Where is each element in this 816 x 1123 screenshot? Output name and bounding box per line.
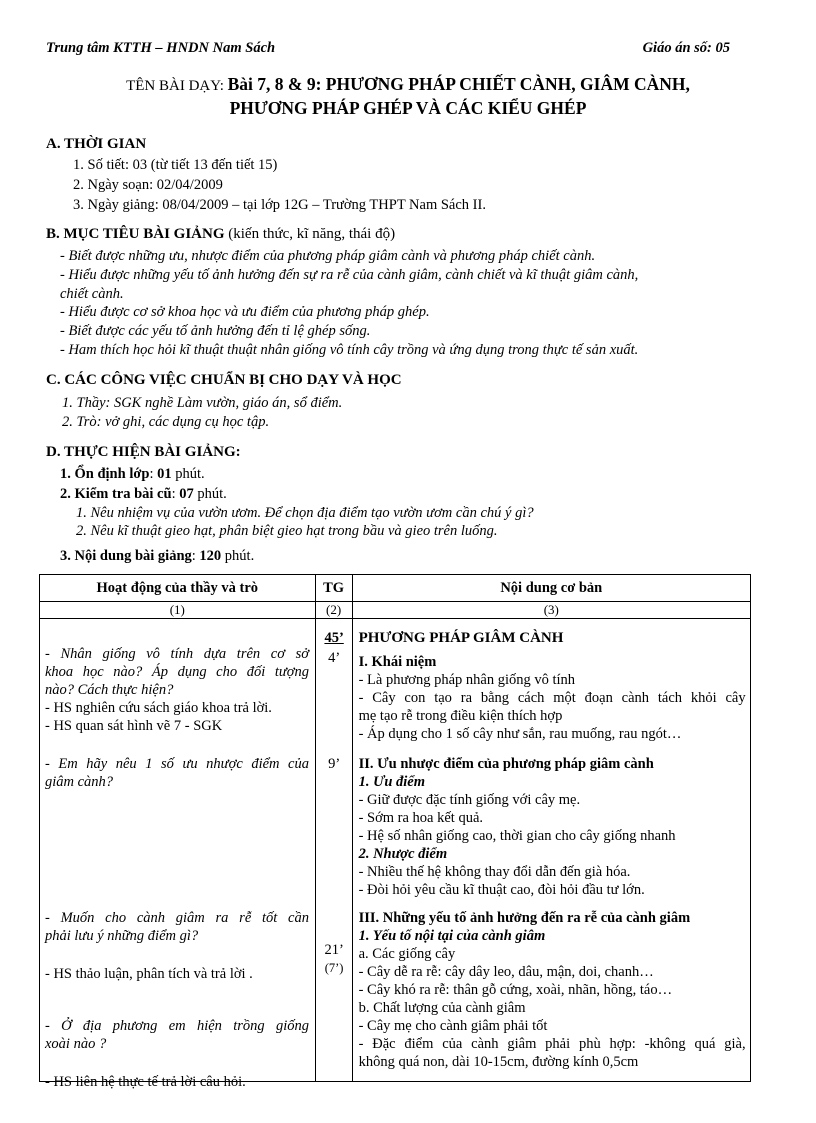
content-line: - Hệ số nhân giống cao, thời gian cho cây giống nhanh	[358, 828, 676, 844]
content-line: - Cây mẹ cho cành giâm phải tốt	[358, 1018, 548, 1034]
item-sep: :	[149, 466, 158, 482]
item-label: 3. Nội dung bài giảng	[60, 548, 192, 564]
section-c-heading: C. CÁC CÔNG VIỆC CHUẨN BỊ CHO DẠY VÀ HỌC	[46, 372, 402, 388]
item-unit: phút.	[171, 466, 205, 482]
activity-line: - HS thảo luận, phân tích và trả lời .	[45, 966, 253, 982]
activity-line: phải lưu ý những điểm gì?	[45, 928, 199, 944]
content-line: mẹ tạo rễ trong điều kiện thích hợp	[358, 708, 563, 724]
activity-line: - HS quan sát hình vẽ 7 - SGK	[45, 718, 223, 734]
content-cell	[352, 619, 750, 1082]
section-b-heading	[46, 226, 395, 243]
content-line: không quá non, dài 10-15cm, đường kính 0,5cm	[358, 1054, 639, 1070]
title-prefix: TÊN BÀI DẠY:	[126, 78, 228, 94]
table-number-row	[40, 602, 751, 619]
activity-line: - HS nghiên cứu sách giáo khoa trả lời.	[45, 700, 272, 716]
item-value: 07	[179, 486, 194, 502]
item-sep: :	[191, 548, 200, 564]
item-label: 1. Ổn định lớp	[60, 466, 150, 482]
header-center-name: Trung tâm KTTH – HNDN Nam Sách	[46, 40, 276, 56]
section-c-item: 1. Thầy: SGK nghề Làm vườn, giáo án, sổ điểm.	[62, 395, 343, 411]
content-subheading: 2. Nhược điểm	[358, 846, 448, 862]
content-line: a. Các giống cây	[358, 946, 456, 962]
activity-line: - HS liên hệ thực tế trả lời câu hỏi.	[45, 1074, 246, 1090]
activity-line: - Nhân giống vô tính dựa trên cơ sở	[45, 646, 309, 662]
time-value: 4’	[328, 650, 341, 666]
content-line: - Đòi hỏi yêu cầu kĩ thuật cao, đòi hỏi đầu tư lớn.	[358, 882, 645, 898]
activity-line: - Ở địa phương em hiện trồng giống	[45, 1018, 309, 1034]
title-text-1: Bài 7, 8 & 9: PHƯƠNG PHÁP CHIẾT CÀNH, GIÂM CÀNH,	[227, 74, 690, 94]
content-line: - Đặc điểm của cành giâm phải phù hợp: -không quá già,	[358, 1036, 746, 1052]
section-d-heading: D. THỰC HIỆN BÀI GIẢNG:	[46, 444, 241, 460]
content-line: - Cây dễ ra rễ: cây dây leo, dâu, mận, doi, chanh…	[358, 964, 654, 980]
content-line: - Cây khó ra rễ: thân gỗ cứng, xoài, nhãn, hồng, táo…	[358, 982, 673, 998]
activity-line: - Muốn cho cành giâm ra rễ tốt cần	[45, 910, 309, 926]
table-header-row	[40, 575, 751, 602]
section-b-title: B. MỤC TIÊU BÀI GIẢNG	[46, 226, 225, 242]
content-line: - Giữ được đặc tính giống với cây mẹ.	[358, 792, 581, 808]
activities-cell	[40, 619, 316, 1090]
content-subheading: 1. Ưu điểm	[358, 774, 425, 790]
item-label: 2. Kiểm tra bài cũ	[60, 486, 172, 502]
section-b-item: chiết cành.	[60, 286, 124, 302]
col-number: (1)	[40, 602, 316, 619]
col-number: (2)	[315, 602, 352, 619]
section-a-item: 1. Số tiết: 03 (từ tiết 13 đến tiết 15)	[73, 157, 278, 173]
review-question: 1. Nêu nhiệm vụ của vườn ươm. Để chọn địa điểm tạo vườn ươm cần chú ý gì?	[76, 505, 534, 521]
table-row	[40, 619, 751, 1082]
content-subheading: II. Ưu nhược điểm của phương pháp giâm cành	[358, 756, 654, 772]
content-heading: PHƯƠNG PHÁP GIÂM CÀNH	[358, 630, 564, 646]
item-unit: phút.	[221, 548, 255, 564]
time-value: (7’)	[324, 961, 344, 975]
section-b-subtitle: (kiến thức, kĩ năng, thái độ)	[224, 226, 396, 242]
content-body	[353, 619, 750, 1081]
item-value: 01	[157, 466, 172, 482]
content-line: - Sớm ra hoa kết quả.	[358, 810, 484, 826]
content-line: - Là phương pháp nhân giống vô tính	[358, 672, 576, 688]
content-subheading: 1. Yếu tố nội tại của cành giâm	[358, 928, 546, 944]
col-header-activities: Hoạt động của thầy và trò	[40, 575, 316, 602]
content-line: - Nhiều thế hệ không thay đổi dẫn đến già hóa.	[358, 864, 631, 880]
item-sep: :	[171, 486, 180, 502]
section-b-item: - Ham thích học hỏi kĩ thuật thuật nhân giống vô tính cây trồng và ứng dụng trong thực tế sản xuất.	[60, 342, 639, 358]
content-line: - Áp dụng cho 1 số cây như sắn, rau muống, rau ngót…	[358, 726, 682, 742]
section-c-item: 2. Trò: vở ghi, các dụng cụ học tập.	[62, 414, 270, 430]
lesson-title-line1	[0, 72, 816, 98]
time-value: 9’	[328, 756, 341, 772]
col-number: (3)	[352, 602, 750, 619]
review-question: 2. Nêu kĩ thuật gieo hạt, phân biệt gieo hạt trong bầu và gieo trên luống.	[76, 523, 498, 539]
section-a-heading: A. THỜI GIAN	[46, 136, 147, 152]
activity-line: - Em hãy nêu 1 số ưu nhược điểm của	[45, 756, 309, 772]
time-value: 21’	[324, 942, 344, 958]
section-d-item-2	[60, 486, 227, 503]
activities-content	[40, 619, 315, 1090]
section-b-item: - Hiểu được cơ sở khoa học và ưu điểm của phương pháp ghép.	[60, 304, 430, 320]
activity-line: khoa học nào? Áp dụng cho đối tượng	[45, 664, 309, 680]
section-b-item: - Biết được các yếu tố ảnh hưởng đến tỉ lệ ghép sống.	[60, 323, 371, 339]
lesson-title-line2: PHƯƠNG PHÁP GHÉP VÀ CÁC KIỂU GHÉP	[229, 98, 587, 118]
activity-line: giâm cành?	[45, 774, 114, 790]
time-value-total: 45’	[324, 630, 344, 646]
content-line: b. Chất lượng của cành giâm	[358, 1000, 526, 1016]
content-line: - Cây con tạo ra bằng cách một đoạn cành tách khỏi cây	[358, 690, 746, 706]
item-value: 120	[199, 548, 222, 564]
section-b-item: - Hiểu được những yếu tố ảnh hưởng đến sự ra rễ của cành giâm, cành chiết và kĩ thuật giâm cành,	[60, 267, 639, 283]
header-lesson-number: Giáo án số: 05	[642, 40, 730, 56]
section-a-item: 2. Ngày soạn: 02/04/2009	[73, 177, 223, 193]
activity-line: xoài nào ?	[45, 1036, 107, 1052]
section-d-item-3	[60, 548, 254, 565]
item-unit: phút.	[193, 486, 227, 502]
content-subheading: III. Những yếu tố ảnh hưởng đến ra rễ của cành giâm	[358, 910, 691, 926]
time-cell	[315, 619, 352, 1082]
time-content	[316, 619, 352, 1081]
col-header-content: Nội dung cơ bản	[352, 575, 750, 602]
section-d-item-1	[60, 466, 205, 483]
section-a-item: 3. Ngày giảng: 08/04/2009 – tại lớp 12G – Trường THPT Nam Sách II.	[73, 197, 486, 213]
col-header-time: TG	[315, 575, 352, 602]
lesson-table	[39, 574, 751, 1090]
section-b-item: - Biết được những ưu, nhược điểm của phương pháp giâm cành và phương pháp chiết cành.	[60, 248, 596, 264]
activity-line: nào? Cách thực hiện?	[45, 682, 174, 698]
content-subheading: I. Khái niệm	[358, 654, 437, 670]
